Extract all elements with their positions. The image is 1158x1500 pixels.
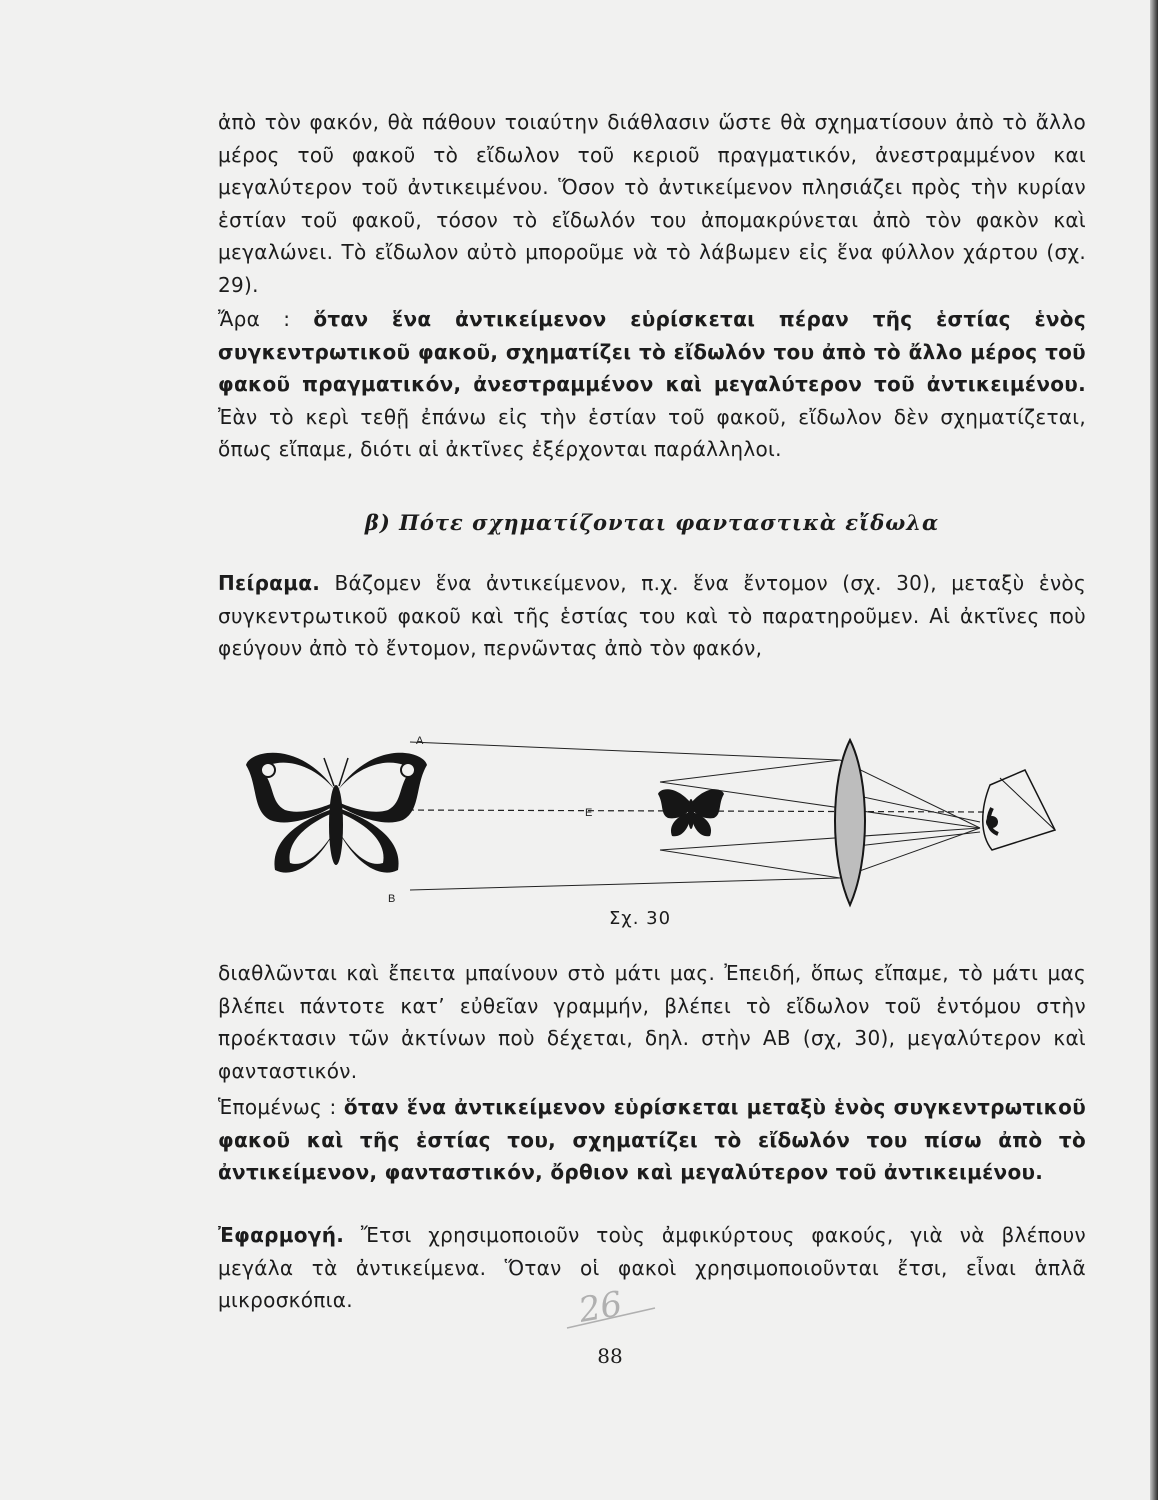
application-text: Ἔτσι χρησιμοποιοῦν τοὺς ἀμφικύρτους φακούς, γιὰ νὰ βλέπουν μεγάλα τὰ ἀντικείμενα. Ὅταν οἱ φακοὶ χρησιμοποιοῦνται ἔτσι, εἶναι ἁπλᾶ μικροσκόπια. xyxy=(218,1223,1086,1312)
paragraph-explanation-text: διαθλῶνται καὶ ἔπειτα μπαίνουν στὸ μάτι μας. Ἐπειδή, ὅπως εἴπαμε, τὸ μάτι μας βλέπει πάντοτε κατ’ εὐθεῖαν γραμμήν, βλέπει τὸ εἴδωλον τοῦ ἐντόμου στὴν προέκτασιν τῶν ἀκτίνων ποὺ δέχεται, δηλ. στὴν AB (σχ, 30), μεγαλύτερον καὶ φανταστικόν. xyxy=(218,961,1086,1083)
conclusion-rest: Ἐὰν τὸ κερὶ τεθῇ ἐπάνω εἰς τὴν ἑστίαν τοῦ φακοῦ, εἴδωλον δὲν σχηματίζεται, ὅπως εἴπαμε, διότι αἱ ἀκτῖνες ἐξέρχονται παράλληλοι. xyxy=(218,404,1086,461)
label-b: B xyxy=(388,893,396,905)
page-number: 88 xyxy=(597,1344,623,1368)
label-a: A xyxy=(416,735,424,747)
experiment-label: Πείραμα. xyxy=(218,571,321,595)
eye-icon xyxy=(983,770,1055,850)
paragraph-conclusion-virtual-image xyxy=(218,1091,1086,1189)
application-label: Ἐφαρμογή. xyxy=(218,1223,345,1247)
label-e: E xyxy=(585,807,593,819)
convex-lens-icon xyxy=(835,740,865,905)
butterfly-object-icon xyxy=(658,789,724,836)
paragraph-intro-text: ἀπὸ τὸν φακόν, θὰ πάθουν τοιαύτην διάθλασιν ὥστε θὰ σχηματίσουν ἀπὸ τὸ ἄλλο μέρος τοῦ φακοῦ τὸ εἴδωλον τοῦ κεριοῦ πραγματικόν, ἀνεστραμμένον και μεγαλύτερον τοῦ ἀντικειμένου. Ὅσον τὸ ἀντικείμενον πλησιάζει πρὸς τὴν κυρίαν ἑστίαν τοῦ φακοῦ, τόσον τὸ εἴδωλόν του ἀπομακρύνεται ἀπὸ τὸν φακὸν καὶ μεγαλώνει. Τὸ εἴδωλον αὐτὸ μποροῦμε νὰ τὸ λάβωμεν εἰς ἕνα φύλλον χάρτου (σχ. 29). xyxy=(218,110,1086,297)
paragraph-conclusion-real-image xyxy=(218,303,1086,466)
virtual-lead: Ἑπομένως : xyxy=(218,1095,344,1119)
pencil-note-text: 26 xyxy=(575,1283,626,1331)
conclusion-lead: Ἄρα : xyxy=(218,307,314,331)
figure-caption: Σχ. 30 xyxy=(608,908,672,929)
paragraph-intro xyxy=(218,106,1086,301)
experiment-text: Βάζομεν ἕνα ἀντικείμενον, π.χ. ἕνα ἔντομον (σχ. 30), μεταξὺ ἑνὸς συγκεντρωτικοῦ φακοῦ καὶ τῆς ἑστίας του καὶ τὸ παρατηροῦμεν. Αἱ ἀκτῖνες ποὺ φεύγουν ἀπὸ τὸ ἔντομον, περνῶντας ἀπὸ τὸν φακόν, xyxy=(218,571,1086,660)
figure-30-diagram xyxy=(240,730,1060,910)
conclusion-rule: ὅταν ἕνα ἀντικείμενον εὑρίσκεται πέραν τῆς ἑστίας ἑνὸς συγκεντρωτικοῦ φακοῦ, σχηματίζει τὸ εἴδωλόν του ἀπὸ τὸ ἄλλο μέρος τοῦ φακοῦ πραγματικόν, ἀνεστραμμένον καὶ μεγαλύτερον τοῦ ἀντικειμένου. xyxy=(218,307,1086,396)
paragraph-experiment xyxy=(218,567,1086,665)
pencil-annotation xyxy=(563,1278,663,1338)
virtual-rule: ὅταν ἕνα ἀντικείμενον εὑρίσκεται μεταξὺ ἑνὸς συγκεντρωτικοῦ φακοῦ καὶ τῆς ἑστίας του, σχηματίζει τὸ εἴδωλόν του πίσω ἀπὸ τὸ ἀντικείμενον, φανταστικόν, ὄρθιον καὶ μεγαλύτερον τοῦ ἀντικειμένου. xyxy=(218,1095,1086,1184)
paragraph-explanation xyxy=(218,957,1086,1087)
section-heading: β) Πότε σχηματίζονται φανταστικὰ εἴδωλα xyxy=(364,510,940,535)
page-edge-shadow xyxy=(1150,0,1158,1500)
butterfly-image-icon xyxy=(246,753,427,873)
